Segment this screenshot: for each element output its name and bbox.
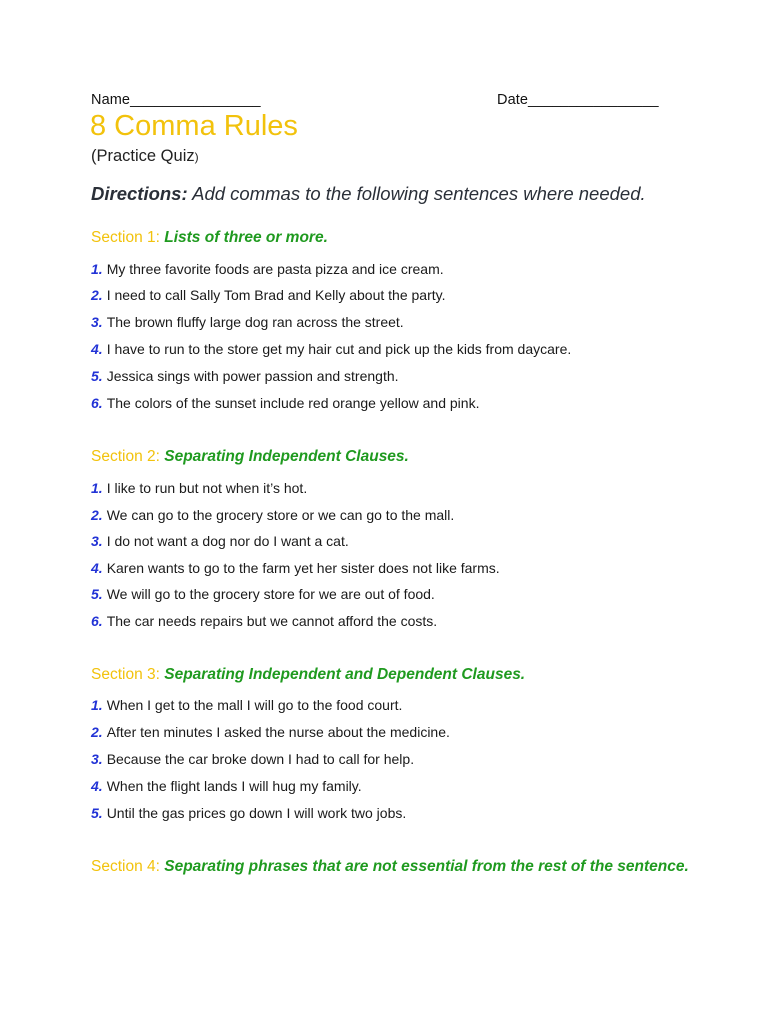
section-label: Section 1: xyxy=(91,229,160,246)
section-2-heading xyxy=(91,448,409,466)
item-text: My three favorite foods are pasta pizza and ice cream. xyxy=(106,261,444,277)
list-item xyxy=(91,368,399,384)
item-number: 2. xyxy=(91,287,103,303)
name-field-line: Name________________ xyxy=(91,92,261,108)
list-item xyxy=(91,586,435,602)
item-text: We will go to the grocery store for we are out of food. xyxy=(106,586,435,602)
item-text: I do not want a dog nor do I want a cat. xyxy=(106,533,349,549)
list-item xyxy=(91,261,444,277)
section-label: Section 3: xyxy=(91,666,160,683)
item-number: 2. xyxy=(91,507,103,523)
page-title: 8 Comma Rules xyxy=(90,110,298,142)
section-label: Section 2: xyxy=(91,448,160,465)
item-text: The colors of the sunset include red orange yellow and pink. xyxy=(106,395,480,411)
list-item xyxy=(91,507,454,523)
item-number: 5. xyxy=(91,805,103,821)
list-item xyxy=(91,341,571,357)
section-title: Separating Independent and Dependent Clauses. xyxy=(164,666,526,683)
item-number: 6. xyxy=(91,395,103,411)
section-title: Lists of three or more. xyxy=(164,229,328,246)
list-item xyxy=(91,724,450,740)
item-text: When I get to the mall I will go to the food court. xyxy=(106,697,403,713)
item-number: 1. xyxy=(91,697,103,713)
date-field-line: Date________________ xyxy=(497,92,659,108)
item-number: 3. xyxy=(91,533,103,549)
section-label: Section 4: xyxy=(91,858,160,875)
item-text: The brown fluffy large dog ran across the street. xyxy=(106,314,404,330)
list-item xyxy=(91,533,349,549)
list-item xyxy=(91,287,445,303)
directions-label: Directions: xyxy=(91,183,188,204)
list-item xyxy=(91,805,406,821)
item-number: 4. xyxy=(91,341,103,357)
section-title: Separating Independent Clauses. xyxy=(164,448,409,465)
item-number: 5. xyxy=(91,368,103,384)
item-number: 1. xyxy=(91,480,103,496)
page-subtitle xyxy=(91,147,199,166)
list-item xyxy=(91,560,500,576)
directions-text: Add commas to the following sentences where needed. xyxy=(192,183,646,204)
item-text: Until the gas prices go down I will work two jobs. xyxy=(106,805,407,821)
item-text: After ten minutes I asked the nurse about the medicine. xyxy=(106,724,450,740)
item-number: 4. xyxy=(91,560,103,576)
item-text: We can go to the grocery store or we can go to the mall. xyxy=(106,507,455,523)
item-number: 3. xyxy=(91,751,103,767)
list-item xyxy=(91,314,404,330)
item-text: Karen wants to go to the farm yet her sister does not like farms. xyxy=(106,560,500,576)
item-number: 2. xyxy=(91,724,103,740)
item-number: 4. xyxy=(91,778,103,794)
subtitle-text: (Practice Quiz xyxy=(91,147,195,165)
section-title: Separating phrases that are not essential from the rest of the sentence. xyxy=(164,858,689,875)
section-3-heading xyxy=(91,666,525,684)
item-text: I like to run but not when it’s hot. xyxy=(106,480,308,496)
item-text: When the flight lands I will hug my family. xyxy=(106,778,362,794)
item-text: The car needs repairs but we cannot afford the costs. xyxy=(106,613,438,629)
item-text: I need to call Sally Tom Brad and Kelly about the party. xyxy=(106,287,446,303)
list-item xyxy=(91,778,362,794)
list-item xyxy=(91,751,414,767)
item-number: 6. xyxy=(91,613,103,629)
item-number: 5. xyxy=(91,586,103,602)
item-text: Jessica sings with power passion and strength. xyxy=(106,368,399,384)
directions xyxy=(91,183,646,205)
section-4-heading xyxy=(91,851,691,883)
item-text: Because the car broke down I had to call for help. xyxy=(106,751,415,767)
item-text: I have to run to the store get my hair cut and pick up the kids from daycare. xyxy=(106,341,572,357)
item-number: 3. xyxy=(91,314,103,330)
list-item xyxy=(91,480,307,496)
section-1-heading xyxy=(91,229,328,247)
list-item xyxy=(91,613,437,629)
list-item xyxy=(91,395,479,411)
list-item xyxy=(91,697,402,713)
item-number: 1. xyxy=(91,261,103,277)
subtitle-close-paren: ) xyxy=(194,150,199,164)
